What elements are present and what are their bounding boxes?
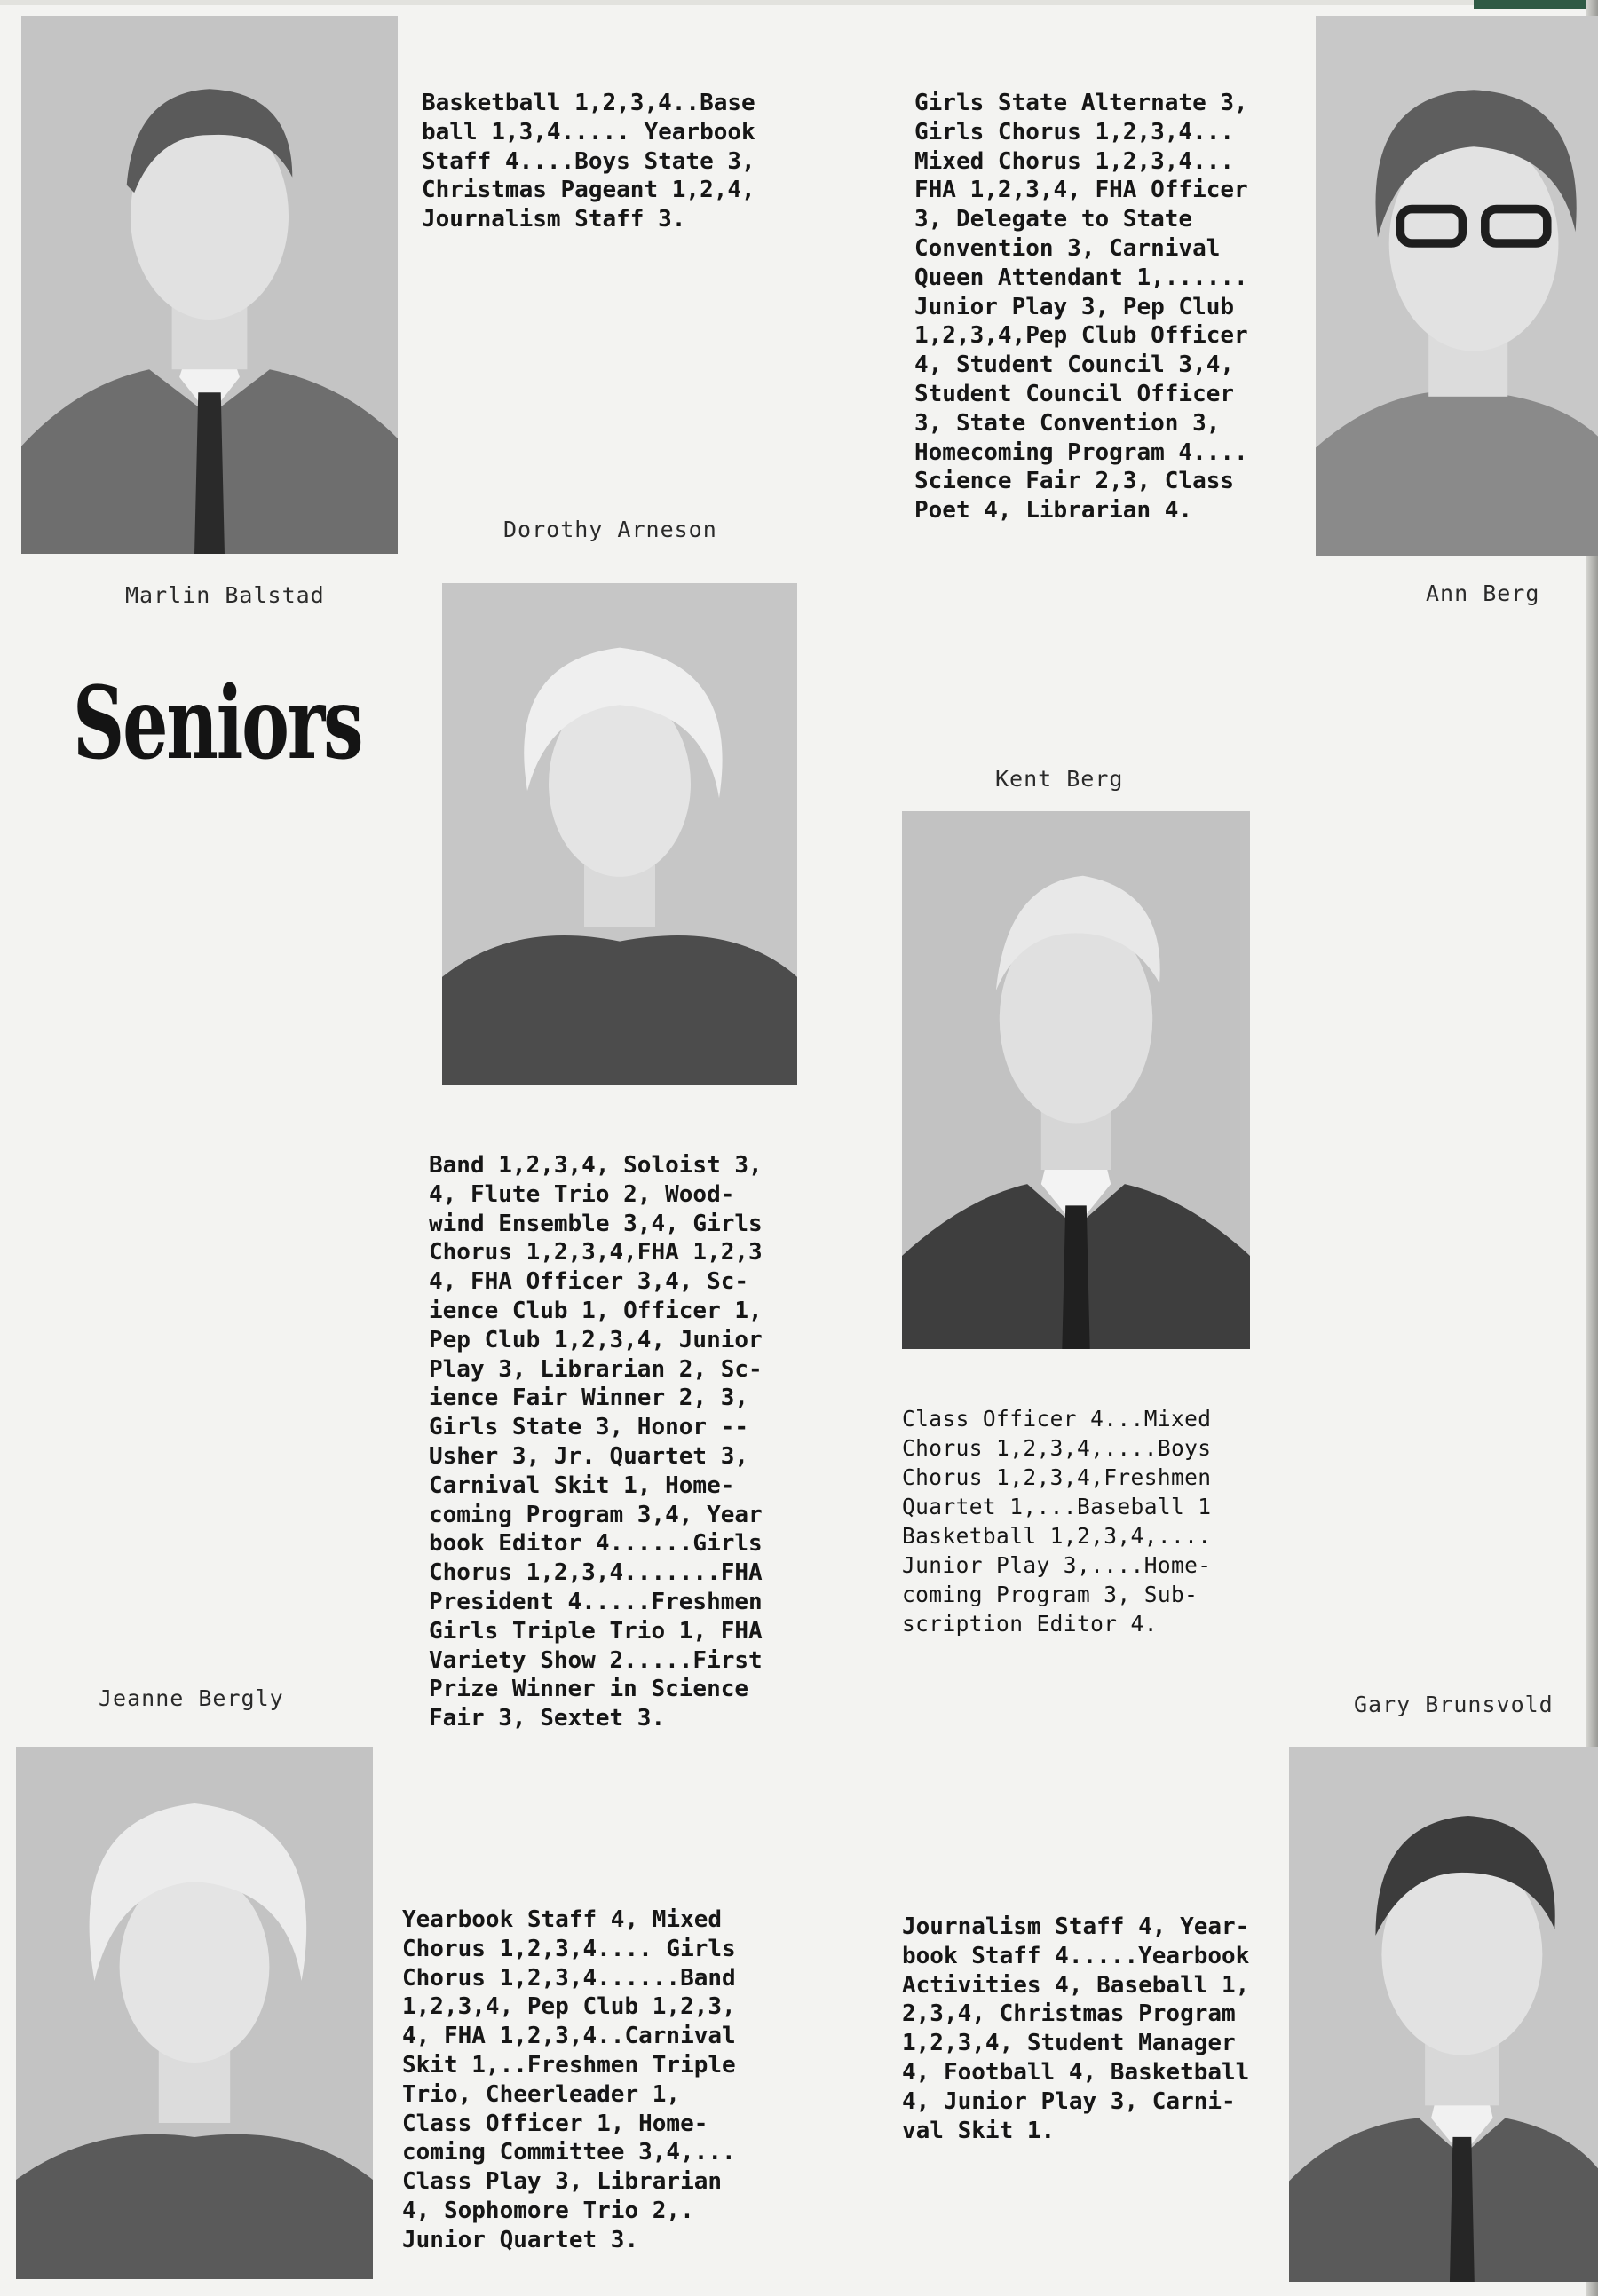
student-bio: Basketball 1,2,3,4..Base ball 1,3,4..... Yearbook Staff 4....Boys State 3, Christmas Pageant 1,2,4, Journalism Staff 3. xyxy=(422,90,755,233)
binding-tab xyxy=(1474,0,1598,9)
student-name: Ann Berg xyxy=(1426,580,1540,606)
student-name: Jeanne Bergly xyxy=(99,1685,284,1711)
student-bio: Girls State Alternate 3, Girls Chorus 1,2,3,4... Mixed Chorus 1,2,3,4... FHA 1,2,3,4, FHA Officer 3, Delegate to State Convention 3, Carnival Queen Attendant 1,...... Junior Play 3, Pep Club 1,2,3,4,Pep Club Officer 4, Student Council 3,4, Student Council Officer 3, State Convention 3, Homecoming Program 4.... Science Fair 2,3, Class Poet 4, Librarian 4. xyxy=(914,90,1248,525)
student-bio: Band 1,2,3,4, Soloist 3, 4, Flute Trio 2, Wood- wind Ensemble 3,4, Girls Chorus 1,2,3,4,FHA 1,2,3 4, FHA Officer 3,4, Sc- ience Club 1, Officer 1, Pep Club 1,2,3,4, Junior Play 3, Librarian 2, Sc- ience Fair Winner 2, 3, Girls State 3, Honor -- Usher 3, Jr. Quartet 3, Carnival Skit 1, Home- coming Program 3,4, Year book Editor 4......Girls Chorus 1,2,3,4.......FHA President 4.....Freshmen Girls Triple Trio 1, FHA Variety Show 2.....First Prize Winner in Science Fair 3, Sextet 3. xyxy=(429,1152,763,1732)
portrait-ann-berg xyxy=(1316,16,1598,556)
portrait-gary-brunsvold xyxy=(1289,1747,1598,2282)
page-top-edge xyxy=(0,0,1598,5)
section-title: Seniors xyxy=(73,666,362,782)
student-bio: Class Officer 4...Mixed Chorus 1,2,3,4,....Boys Chorus 1,2,3,4,Freshmen Quartet 1,...Baseball 1 Basketball 1,2,3,4,.... Junior Play 3,....Home- coming Program 3, Sub- scription Editor 4. xyxy=(902,1406,1212,1637)
student-bio: Yearbook Staff 4, Mixed Chorus 1,2,3,4.... Girls Chorus 1,2,3,4......Band 1,2,3,4, Pep Club 1,2,3, 4, FHA 1,2,3,4..Carnival Skit 1,..Freshmen Triple Trio, Cheerleader 1, Class Officer 1, Home- coming Committee 3,4,... Class Play 3, Librarian 4, Sophomore Trio 2,. Junior Quartet 3. xyxy=(402,1906,736,2253)
student-name: Kent Berg xyxy=(995,766,1124,792)
student-name: Marlin Balstad xyxy=(125,582,325,608)
student-name: Dorothy Arneson xyxy=(503,517,717,542)
student-bio: Journalism Staff 4, Year- book Staff 4.....Yearbook Activities 4, Baseball 1, 2,3,4, Christmas Program 1,2,3,4, Student Manager 4, Football 4, Basketball 4, Junior Play 3, Carni- val Skit 1. xyxy=(902,1913,1250,2144)
portrait-dorothy-arneson xyxy=(442,583,797,1085)
portrait-marlin-balstad xyxy=(21,16,398,554)
portrait-kent-berg xyxy=(902,811,1250,1349)
portrait-jeanne-bergly xyxy=(16,1747,373,2279)
student-name: Gary Brunsvold xyxy=(1354,1692,1554,1717)
